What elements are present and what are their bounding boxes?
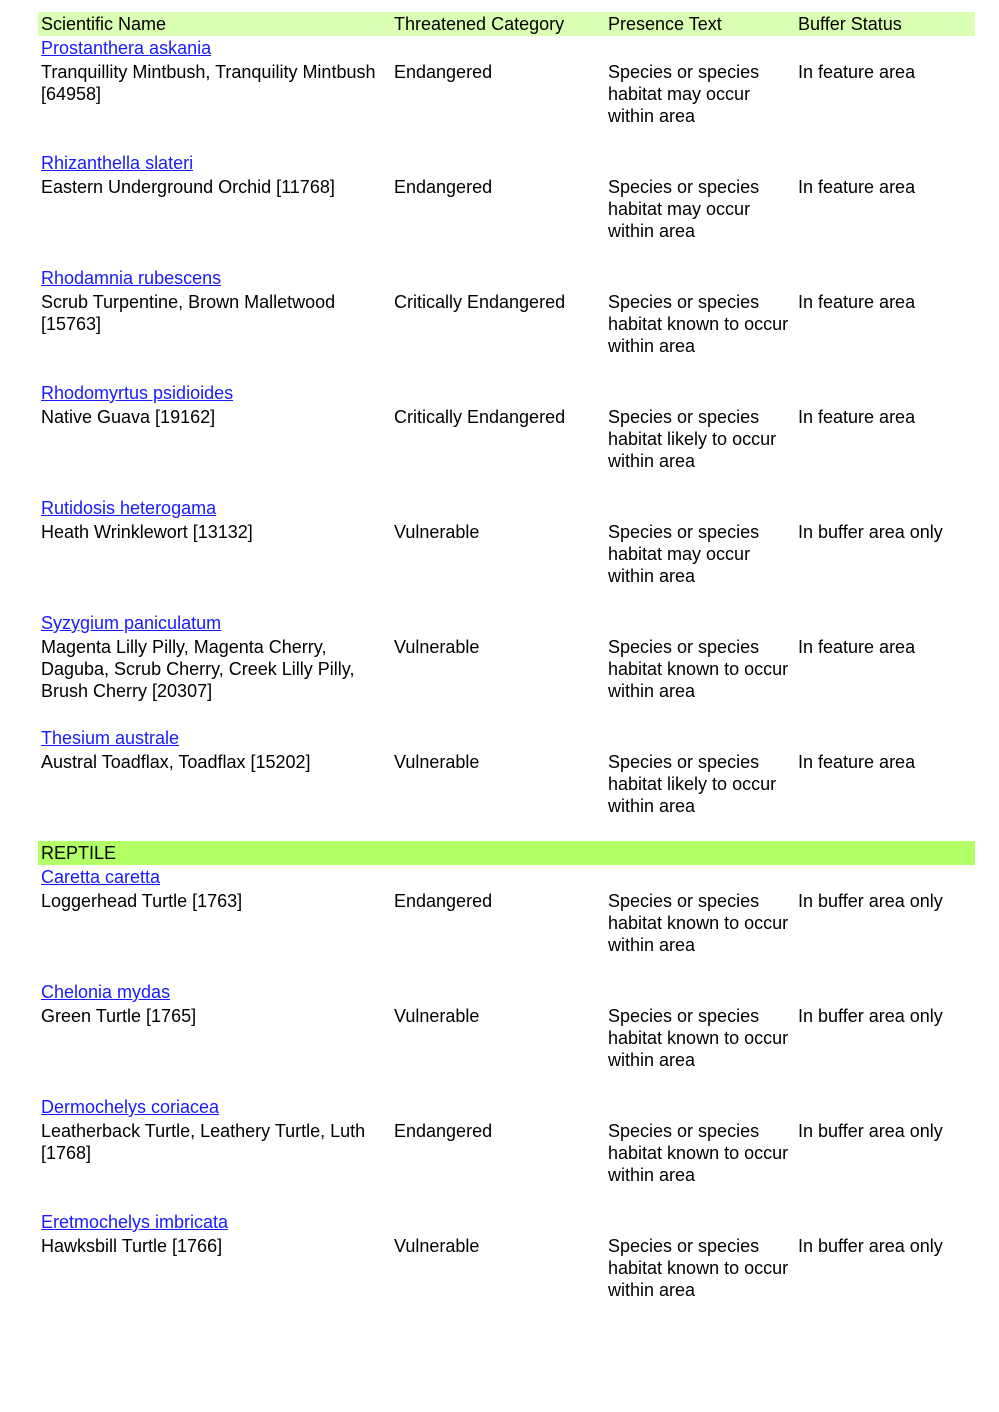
- scientific-name-link[interactable]: Prostanthera askania: [41, 38, 212, 58]
- species-entry: [38, 865, 975, 980]
- scientific-name-link[interactable]: Chelonia mydas: [41, 982, 171, 1002]
- header-threatened-category: Threatened Category: [394, 14, 565, 34]
- scientific-name-link[interactable]: Syzygium paniculatum: [41, 613, 222, 633]
- species-table: [38, 12, 975, 1325]
- species-entry: [38, 381, 975, 496]
- species-details-row: [38, 406, 975, 472]
- common-name: Heath Wrinklewort [13132]: [41, 522, 253, 542]
- species-entry: [38, 36, 975, 151]
- threatened-category: Vulnerable: [394, 752, 480, 772]
- reptile-entries: [38, 865, 975, 1325]
- scientific-name-link[interactable]: Dermochelys coriacea: [41, 1097, 220, 1117]
- buffer-status: In buffer area only: [798, 1236, 943, 1256]
- scientific-name-link[interactable]: Rhodamnia rubescens: [41, 268, 222, 288]
- species-details-row: [38, 291, 975, 357]
- presence-text: Species or species habitat known to occur within area: [608, 891, 789, 955]
- buffer-status: In feature area: [798, 177, 916, 197]
- header-scientific-name: Scientific Name: [41, 14, 167, 34]
- presence-text: Species or species habitat known to occur within area: [608, 1121, 789, 1185]
- buffer-status: In feature area: [798, 407, 916, 427]
- scientific-name-link[interactable]: Caretta caretta: [41, 867, 161, 887]
- plant-entries: [38, 36, 975, 841]
- presence-text: Species or species habitat known to occur within area: [608, 292, 789, 356]
- species-details-row: [38, 636, 975, 702]
- common-name: Loggerhead Turtle [1763]: [41, 891, 243, 911]
- threatened-category: Endangered: [394, 62, 493, 82]
- scientific-name-link[interactable]: Rutidosis heterogama: [41, 498, 217, 518]
- species-entry: [38, 1210, 975, 1325]
- scientific-name-link[interactable]: Eretmochelys imbricata: [41, 1212, 229, 1232]
- threatened-category: Vulnerable: [394, 1006, 480, 1026]
- species-entry: [38, 496, 975, 611]
- species-entry: [38, 611, 975, 726]
- section-heading-reptile: REPTILE: [38, 841, 975, 865]
- buffer-status: In feature area: [798, 752, 916, 772]
- scientific-name-link[interactable]: Rhodomyrtus psidioides: [41, 383, 234, 403]
- threatened-category: Critically Endangered: [394, 292, 566, 312]
- presence-text: Species or species habitat may occur within area: [608, 522, 760, 586]
- species-entry: [38, 151, 975, 266]
- common-name: Scrub Turpentine, Brown Malletwood [15763]: [41, 292, 336, 334]
- buffer-status: In feature area: [798, 637, 916, 657]
- common-name: Austral Toadflax, Toadflax [15202]: [41, 752, 311, 772]
- scientific-name-link[interactable]: Thesium australe: [41, 728, 180, 748]
- buffer-status: In buffer area only: [798, 1006, 943, 1026]
- species-entry: [38, 1095, 975, 1210]
- common-name: Tranquillity Mintbush, Tranquility Mintbush [64958]: [41, 62, 376, 104]
- buffer-status: In buffer area only: [798, 522, 943, 542]
- presence-text: Species or species habitat likely to occur within area: [608, 407, 777, 471]
- common-name: Hawksbill Turtle [1766]: [41, 1236, 223, 1256]
- threatened-category: Endangered: [394, 891, 493, 911]
- scientific-name-link[interactable]: Rhizanthella slateri: [41, 153, 194, 173]
- common-name: Green Turtle [1765]: [41, 1006, 197, 1026]
- common-name: Leatherback Turtle, Leathery Turtle, Luth [1768]: [41, 1121, 366, 1163]
- species-details-row: [38, 1235, 975, 1301]
- presence-text: Species or species habitat known to occur within area: [608, 1006, 789, 1070]
- threatened-category: Vulnerable: [394, 637, 480, 657]
- table-header: [38, 12, 975, 36]
- common-name: Native Guava [19162]: [41, 407, 216, 427]
- threatened-category: Vulnerable: [394, 522, 480, 542]
- threatened-category: Endangered: [394, 177, 493, 197]
- species-entry: [38, 266, 975, 381]
- species-details-row: [38, 890, 975, 956]
- threatened-category: Vulnerable: [394, 1236, 480, 1256]
- buffer-status: In buffer area only: [798, 1121, 943, 1141]
- buffer-status: In feature area: [798, 292, 916, 312]
- threatened-category: Endangered: [394, 1121, 493, 1141]
- presence-text: Species or species habitat likely to occur within area: [608, 752, 777, 816]
- buffer-status: In buffer area only: [798, 891, 943, 911]
- common-name: Magenta Lilly Pilly, Magenta Cherry, Daguba, Scrub Cherry, Creek Lilly Pilly, Brush Cherry [20307]: [41, 637, 355, 701]
- species-details-row: [38, 1005, 975, 1071]
- species-details-row: [38, 1120, 975, 1186]
- species-details-row: [38, 751, 975, 817]
- species-entry: [38, 980, 975, 1095]
- presence-text: Species or species habitat known to occur within area: [608, 1236, 789, 1300]
- species-details-row: [38, 521, 975, 587]
- header-buffer-status: Buffer Status: [798, 14, 902, 34]
- presence-text: Species or species habitat known to occur within area: [608, 637, 789, 701]
- header-presence-text: Presence Text: [608, 14, 722, 34]
- species-entry: [38, 726, 975, 841]
- presence-text: Species or species habitat may occur within area: [608, 62, 760, 126]
- species-details-row: [38, 61, 975, 127]
- buffer-status: In feature area: [798, 62, 916, 82]
- common-name: Eastern Underground Orchid [11768]: [41, 177, 335, 197]
- threatened-category: Critically Endangered: [394, 407, 566, 427]
- species-details-row: [38, 176, 975, 242]
- presence-text: Species or species habitat may occur within area: [608, 177, 760, 241]
